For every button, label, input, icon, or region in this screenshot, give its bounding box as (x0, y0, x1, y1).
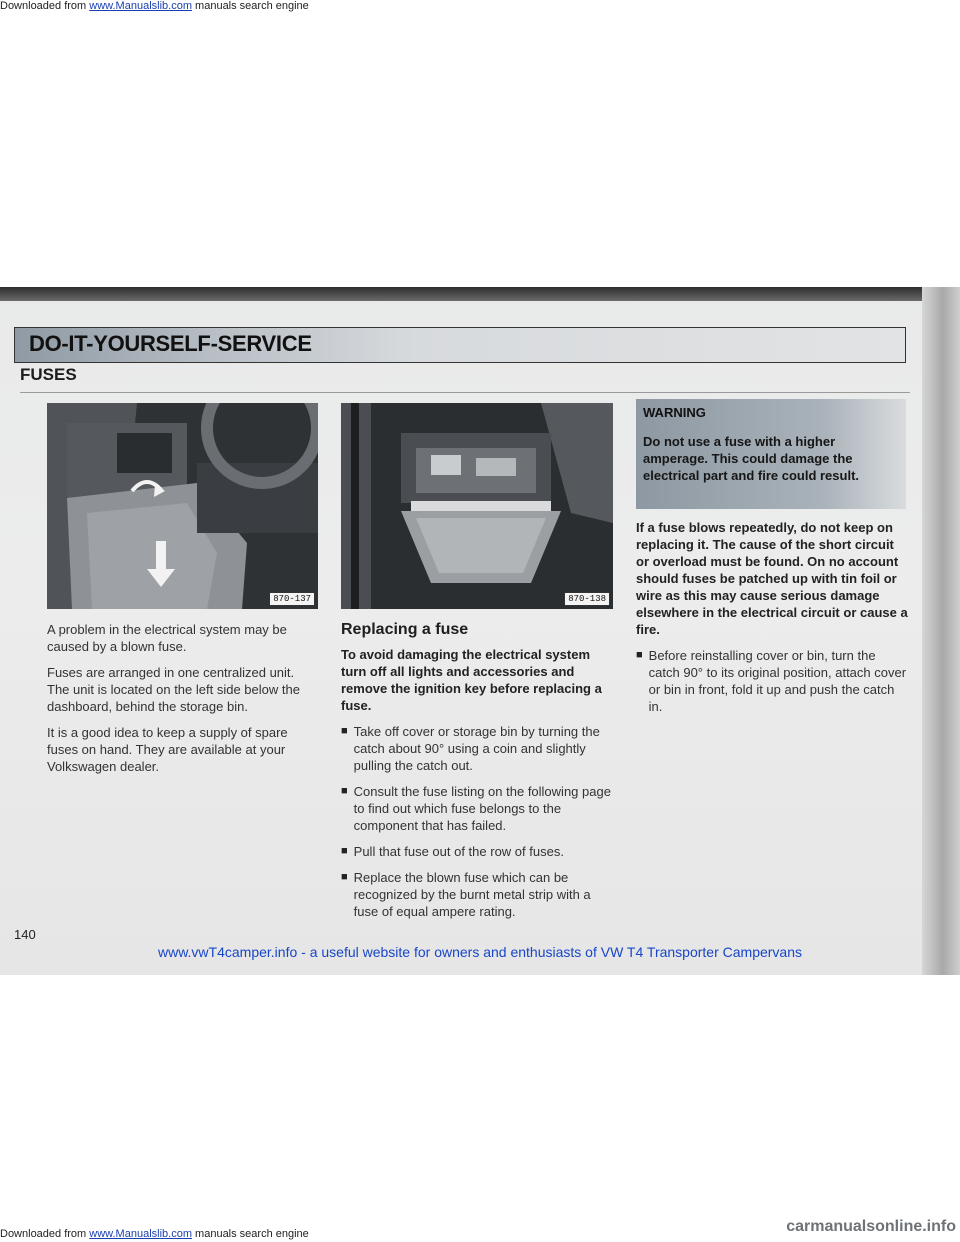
footer-left (0, 1228, 309, 1240)
intro-paragraph-1: A problem in the electrical system may be caused by a blown fuse. (47, 622, 287, 654)
bullet-icon: ■ (341, 871, 348, 883)
section-banner-text: DO-IT-YOURSELF-SERVICE (29, 331, 312, 356)
dashboard-photo (47, 403, 318, 609)
bullet-icon: ■ (636, 649, 643, 661)
step-text: Take off cover or storage bin by turning the catch about 90° using a coin and slightly pulling the catch out. (353, 724, 600, 773)
warning-box (636, 399, 906, 509)
page-top-edge (0, 287, 940, 301)
warning-text: Do not use a fuse with a higher amperage. This could damage the electrical part and fire could result. (643, 434, 860, 483)
repeated-blow-warning: If a fuse blows repeatedly, do not keep on replacing it. The cause of the short circuit or overload must be found. On no account should fuses be patched up with tin foil or wire as this may cause serious damage elsewhere in the electrical circuit or cause a fire. (636, 520, 908, 637)
bullet-icon: ■ (341, 725, 348, 737)
step-text: Pull that fuse out of the row of fuses. (353, 844, 564, 859)
footer-suffix: manuals search engine (195, 1228, 309, 1240)
photo-reference-middle: 870-138 (564, 592, 610, 606)
header-suffix: manuals search engine (195, 0, 309, 12)
section-banner (14, 327, 906, 363)
replacing-fuse-heading: Replacing a fuse (341, 621, 469, 638)
photo-reference-left: 870-137 (269, 592, 315, 606)
replacing-fuse-caution: To avoid damaging the electrical system turn off all lights and accessories and remove the ignition key before replacing a fuse. (341, 647, 602, 713)
download-footer (0, 1218, 960, 1242)
bullet-icon: ■ (341, 785, 348, 797)
replacing-fuse-column (341, 621, 616, 929)
title-divider (20, 392, 910, 393)
step-text: Before reinstalling cover or bin, turn the catch 90° to its original position, attach cover or bin in front, fold it up and push the catch in. (648, 648, 907, 714)
download-header (0, 0, 309, 12)
bullet-icon: ■ (341, 845, 348, 857)
header-prefix: Downloaded from (0, 0, 87, 12)
step-item (341, 783, 616, 834)
warning-title: WARNING (643, 405, 706, 420)
intro-column (47, 621, 319, 784)
page-number: 140 (14, 927, 36, 942)
step-item (341, 843, 616, 860)
dashboard-illustration (47, 403, 318, 609)
step-text: Consult the fuse listing on the following page to find out which fuse belongs to the component that has failed. (353, 784, 611, 833)
fusebox-illustration (341, 403, 613, 609)
intro-paragraph-3: It is a good idea to keep a supply of spare fuses on hand. They are available at your Volkswagen dealer. (47, 725, 288, 774)
section-title: FUSES (20, 365, 77, 384)
fusebox-photo (341, 403, 613, 609)
step-item (636, 647, 908, 715)
carmanualsonline-watermark: carmanualsonline.info (786, 1218, 956, 1235)
footer-prefix: Downloaded from (0, 1228, 87, 1240)
step-text: Replace the blown fuse which can be recognized by the burnt metal strip with a fuse of equal ampere rating. (353, 870, 591, 919)
page-binding-edge (922, 287, 960, 975)
site-promo-text: www.vwT4camper.info - a useful website for owners and enthusiasts of VW T4 Transporter Campervans (157, 944, 803, 960)
step-item (341, 723, 616, 774)
manual-page (0, 287, 960, 975)
footer-manualslib-link[interactable]: www.Manualslib.com (89, 1228, 192, 1240)
manualslib-link[interactable]: www.Manualslib.com (89, 0, 192, 12)
intro-paragraph-2: Fuses are arranged in one centralized unit. The unit is located on the left side below the dashboard, behind the storage bin. (47, 665, 300, 714)
right-column (636, 519, 908, 724)
step-item (341, 869, 616, 920)
